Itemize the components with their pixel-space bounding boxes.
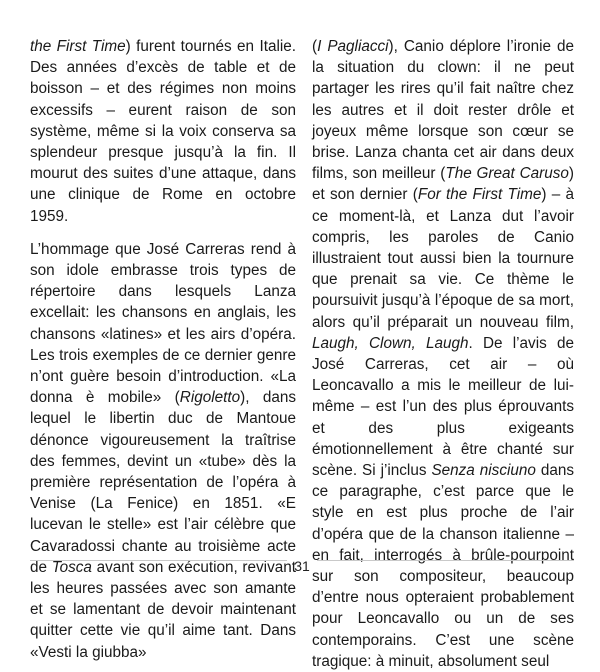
film-title: the First Time (30, 38, 126, 55)
film-title: For the First Time (417, 186, 542, 204)
paragraph-text: L’hommage que José Carreras rend à son idole embrasse trois types de répertoire dans lesquels Lanza excellait: les chansons en anglais, les chansons «latines» et les airs d’opéra. Les trois exemples de ce dernier genre n’ont guère besoin d’introduction. «La donna è mobile» ( (30, 240, 296, 407)
paragraph (30, 36, 296, 227)
opera-title: Rigoletto (179, 389, 241, 407)
page-footer (30, 552, 574, 574)
film-title: The Great Caruso (445, 165, 569, 183)
paragraph-text: ( (312, 38, 318, 55)
paragraph-text: ), Canio déplore l’ironie de la situation du clown: il ne peut partager les rires qu’il fait naître chez les autres et il doit rester drôle et joyeux même lorsque son cœur se brise. Lanza chanta cet air dans deux films, son meilleur ( (312, 38, 574, 183)
paragraph-text: dans ce paragraphe, c’est parce que le style en est plus proche de l’air d’opéra que de la chanson italienne – en fait, interrogés à brûle-pourpoint sur son compositeur, beaucoup d’entre nous opteraient probablement pour Leoncavallo ou un de ses contemporains. C’est une scène tragique: à minuit, absolument seul (312, 462, 575, 670)
left-column (30, 36, 296, 663)
page-number: 31 (294, 558, 310, 574)
paragraph-text: ) furent tournés en Italie. Des années d’excès de table et de boisson – et des régimes non moins excessifs – eurent raison de son système, même si la voix conserva sa splendeur presque jusqu’à la fin. Il mourut des suites d’une attaque, dans une clinique de Rome en octobre 1959. (30, 38, 297, 225)
footer-rule-right (317, 560, 574, 561)
paragraph-text: ) – à ce moment-là, et Lanza dut l’avoir compris, les paroles de Canio illustraient tout aussi bien la tournure que prenait sa vie. Ce thème le poursuivit jusqu’à l’époque de sa mort, alors qu’il préparait un nouveau film, (312, 186, 574, 331)
footer-rule-left (30, 560, 287, 561)
paragraph-text: avant son exécution, revivant les heures passées avec son amante et se lamentant de devoir maintenant quitter cette vie qu’il aime tant. Dans «Vesti la giubba» (30, 558, 296, 661)
film-title: Laugh, Clown, Laugh (312, 334, 469, 352)
paragraph-text: ), dans lequel le libertin duc de Mantoue dénonce vigoureusement la traîtrise des femmes, devint un «tube» dès la première représentation de l’opéra à Venise (La Fenice) en 1851. «E lucevan le stelle» est l’air célèbre que Cavaradossi chante au troisième acte de (30, 389, 297, 576)
paragraph (30, 239, 296, 663)
opera-title: Tosca (51, 558, 92, 576)
paragraph-text: ) et son dernier ( (312, 165, 574, 204)
paragraph (312, 36, 574, 672)
song-title: Senza nisciuno (431, 462, 536, 480)
opera-title: I Pagliacci (317, 38, 389, 55)
right-column (312, 36, 574, 672)
paragraph-text: . De l’avis de José Carreras, cet air – où Leoncavallo a mis le meilleur de lui-même – est l’un des plus éprouvants et des plus exigeants émotionnellement à être chanté sur scène. Si j’inclus (312, 334, 574, 480)
